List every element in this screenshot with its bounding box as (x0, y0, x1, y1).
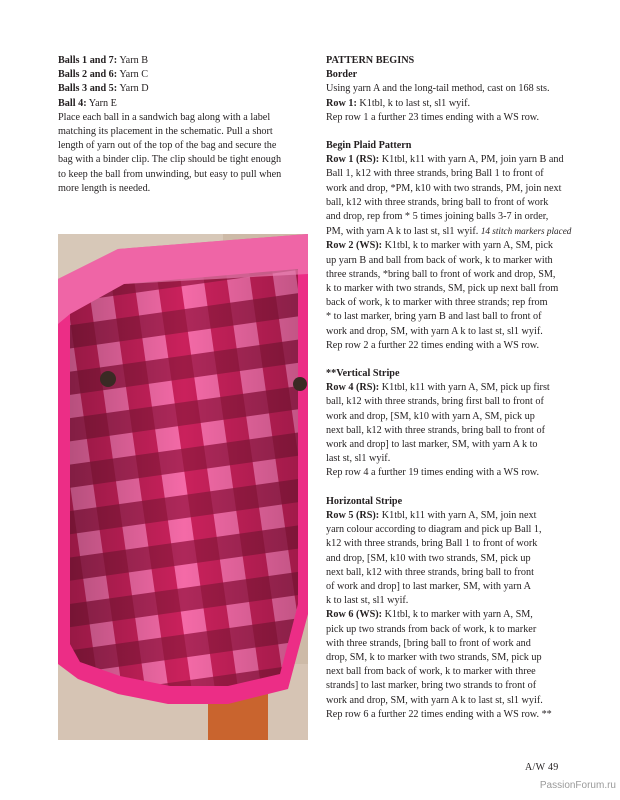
horizontal-row5-line: next ball, k12 with three strands, bring ball to front (326, 566, 534, 578)
markers-note: 14 stitch markers placed (480, 226, 572, 237)
plaid-blanket-photo (58, 234, 308, 740)
border-row1: Row 1: K1tbl, k to last st, sl1 wyif. (326, 97, 471, 109)
plaid-row2: Row 2 (WS): K1tbl, k to marker with yarn A, SM, pick (326, 240, 553, 252)
vertical-row4-line: work and drop] to last marker, SM, with yarn A k to (326, 439, 538, 451)
plaid-rep: Rep row 2 a further 22 times ending with a WS row. (326, 339, 540, 351)
ball-line: Balls 2 and 6: Yarn C (58, 69, 149, 81)
plaid-heading: Begin Plaid Pattern (326, 140, 412, 152)
left-hand (100, 371, 116, 387)
instruction-line: matching its placement in the schematic. Pull a short (58, 126, 273, 138)
vertical-heading: **Vertical Stripe (326, 368, 400, 380)
instruction-line: bag with a binder clip. The clip should be tight enough (58, 154, 282, 166)
plaid-row2-line: * to last marker, bring yarn B and last ball to front of (326, 311, 542, 323)
horizontal-row6-line: with three strands, [bring ball to front of work and (326, 637, 531, 649)
instruction-line: to keep the ball from unwinding, but easy to pull when (58, 168, 282, 180)
horizontal-row6-line: strands] to last marker, bring two strands to front of (326, 680, 537, 692)
blanket-shading (70, 269, 298, 686)
vertical-row4-line: ball, k12 with three strands, bring first ball to front of (326, 396, 544, 408)
plaid-row2-line: up yarn B and ball from back of work, k to marker with (326, 254, 553, 266)
ball-line: Balls 3 and 5: Yarn D (58, 83, 149, 95)
pattern-title: PATTERN BEGINS (326, 55, 415, 66)
vertical-row4: Row 4 (RS): K1tbl, k11 with yarn A, SM, pick up first (326, 382, 550, 394)
plaid-row1-line: ball, k12 with three strands, bring ball to front of work (326, 196, 549, 208)
horizontal-row5-line: k12 with three strands, bring Ball 1 to front of work (326, 538, 538, 550)
plaid-row1-line: Ball 1, k12 with three strands, bring Ball 1 to front of (326, 168, 544, 180)
horizontal-row5-line: k to last st, sl1 wyif. (326, 595, 409, 607)
plaid-row2-line: work and drop, SM, with yarn A k to last st, sl1 wyif. (326, 325, 543, 337)
horizontal-row5: Row 5 (RS): K1tbl, k11 with yarn A, SM, join next (326, 509, 537, 521)
plaid-row1-line: work and drop, *PM, k10 with two strands, PM, join next (326, 182, 562, 194)
ball-line: Balls 1 and 7: Yarn B (58, 55, 149, 66)
plaid-row2-line: k to marker with two strands, SM, pick up next ball from (326, 283, 559, 295)
border-heading: Border (326, 69, 358, 81)
border-rep: Rep row 1 a further 23 times ending with a WS row. (326, 111, 540, 123)
horizontal-row5-line: of work and drop] to last marker, SM, with yarn A (326, 580, 532, 592)
yarn-ball-list (58, 54, 308, 196)
plaid-row1: Row 1 (RS): K1tbl, k11 with yarn A, PM, join yarn B and (326, 154, 564, 166)
horizontal-row6-line: pick up two strands from back of work, k to marker (326, 623, 537, 635)
horizontal-row6: Row 6 (WS): K1tbl, k to marker with yarn A, SM, (326, 609, 533, 621)
horizontal-row5-line: yarn colour according to diagram and pick up Ball 1, (326, 524, 542, 536)
horizontal-row6-line: drop, SM, k to marker with two strands, SM, pick up (326, 651, 542, 663)
vertical-row4-line: next ball, k12 with three strands, bring ball to front of (326, 424, 545, 436)
horizontal-row5-line: and drop, [SM, k10 with two strands, SM, pick up (326, 552, 531, 564)
instruction-line: Place each ball in a sandwich bag along with a label (58, 111, 271, 123)
plaid-row1-line: and drop, rep from * 5 times joining balls 3-7 in order, (326, 211, 549, 223)
horizontal-row6-line: work and drop, SM, with yarn A k to last st, sl1 wyif. (326, 694, 543, 706)
pattern-instructions (326, 54, 578, 722)
ball-line: Ball 4: Yarn E (58, 97, 117, 109)
page-number: A/W 49 (525, 762, 559, 773)
blanket-illustration (58, 234, 308, 740)
instruction-line: more length is needed. (58, 182, 151, 194)
horizontal-rep: Rep row 6 a further 22 times ending with a WS row. ** (326, 708, 552, 720)
border-line: Using yarn A and the long-tail method, cast on 168 sts. (326, 83, 550, 95)
instruction-line: length of yarn out of the top of the bag and secure the (58, 140, 277, 152)
plaid-row2-line: three strands, *bring ball to front of work and drop, SM, (326, 268, 556, 280)
watermark: PassionForum.ru (539, 780, 616, 791)
horizontal-heading: Horizontal Stripe (326, 495, 403, 507)
right-hand (293, 377, 307, 391)
horizontal-row6-line: next ball from back of work, k to marker with three (326, 666, 536, 678)
plaid-row1-line: PM, with yarn A k to last st, sl1 wyif. 14 stitch markers placed (326, 226, 572, 238)
vertical-row4-line: work and drop, [SM, k10 with yarn A, SM, pick up (326, 410, 535, 422)
vertical-rep: Rep row 4 a further 19 times ending with a WS row. (326, 467, 540, 479)
plaid-row2-line: back of work, k to marker with three strands; rep from (326, 297, 548, 309)
vertical-row4-line: last st, sl1 wyif. (326, 453, 391, 465)
